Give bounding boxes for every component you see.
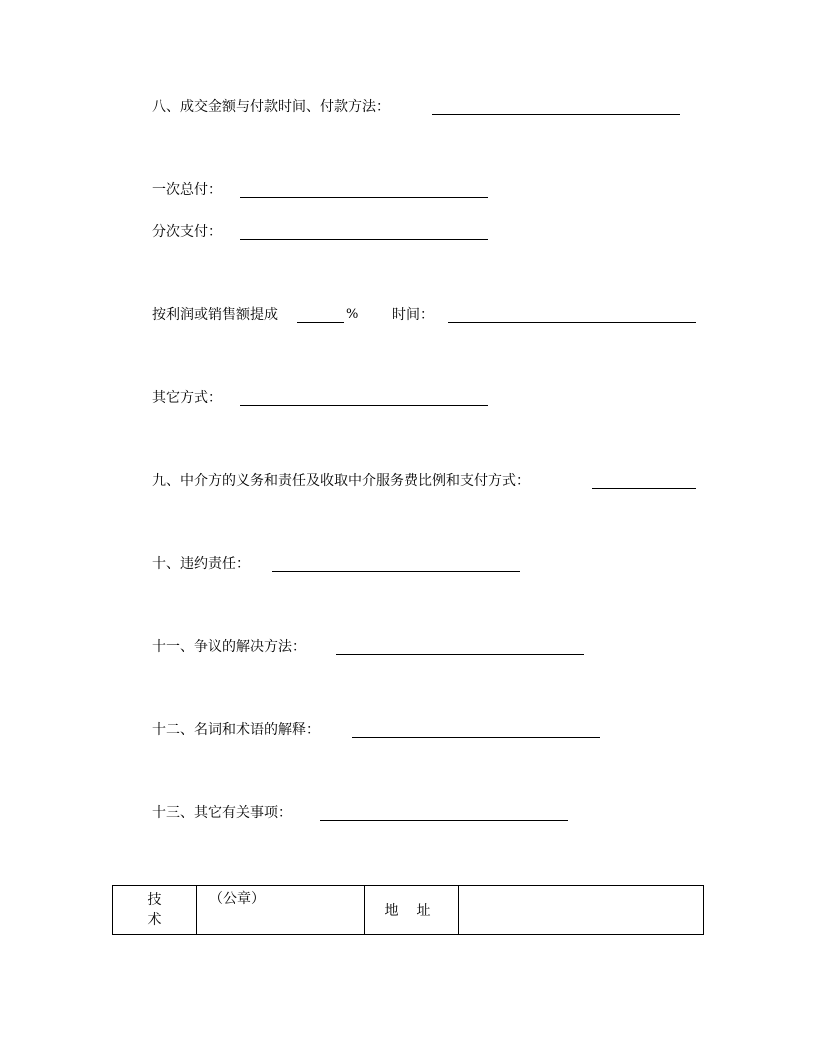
table-row [113,886,704,935]
breach-label: 十、违约责任： [152,556,250,572]
party-char-1: 技 [147,892,162,908]
seal-cell [197,886,365,935]
party-char-2: 术 [147,912,162,928]
terms-blank[interactable] [352,737,600,738]
address-value-cell[interactable] [459,886,704,935]
breach-blank[interactable] [272,571,520,572]
installment-blank[interactable] [240,239,488,240]
other-methods-blank[interactable] [240,405,488,406]
intermediary-label: 九、中介方的义务和责任及收取中介服务费比例和支付方式： [152,473,530,489]
time-blank[interactable] [448,322,696,323]
royalty-percent-blank[interactable] [297,322,344,323]
signature-table [112,885,704,935]
address-label-cell [365,886,459,935]
payment-title: 八、成交金额与付款时间、付款方法： [152,99,390,115]
time-label: 时间： [392,307,434,323]
intermediary-blank[interactable] [592,488,696,489]
dispute-blank[interactable] [336,654,584,655]
royalty-label: 按利润或销售额提成 [152,307,278,323]
party-cell [113,886,197,935]
address-label: 地址 [384,903,449,919]
lump-sum-blank[interactable] [240,197,488,198]
dispute-label: 十一、争议的解决方法： [152,639,306,655]
seal-label: （公章） [209,891,265,907]
payment-blank[interactable] [432,114,680,115]
percent-sign: % [346,307,359,322]
other-matters-label: 十三、其它有关事项： [152,805,292,821]
terms-label: 十二、名词和术语的解释： [152,722,320,738]
other-methods-label: 其它方式： [152,390,222,406]
lump-sum-label: 一次总付： [152,182,222,198]
installment-label: 分次支付： [152,224,222,240]
other-matters-blank[interactable] [320,820,568,821]
